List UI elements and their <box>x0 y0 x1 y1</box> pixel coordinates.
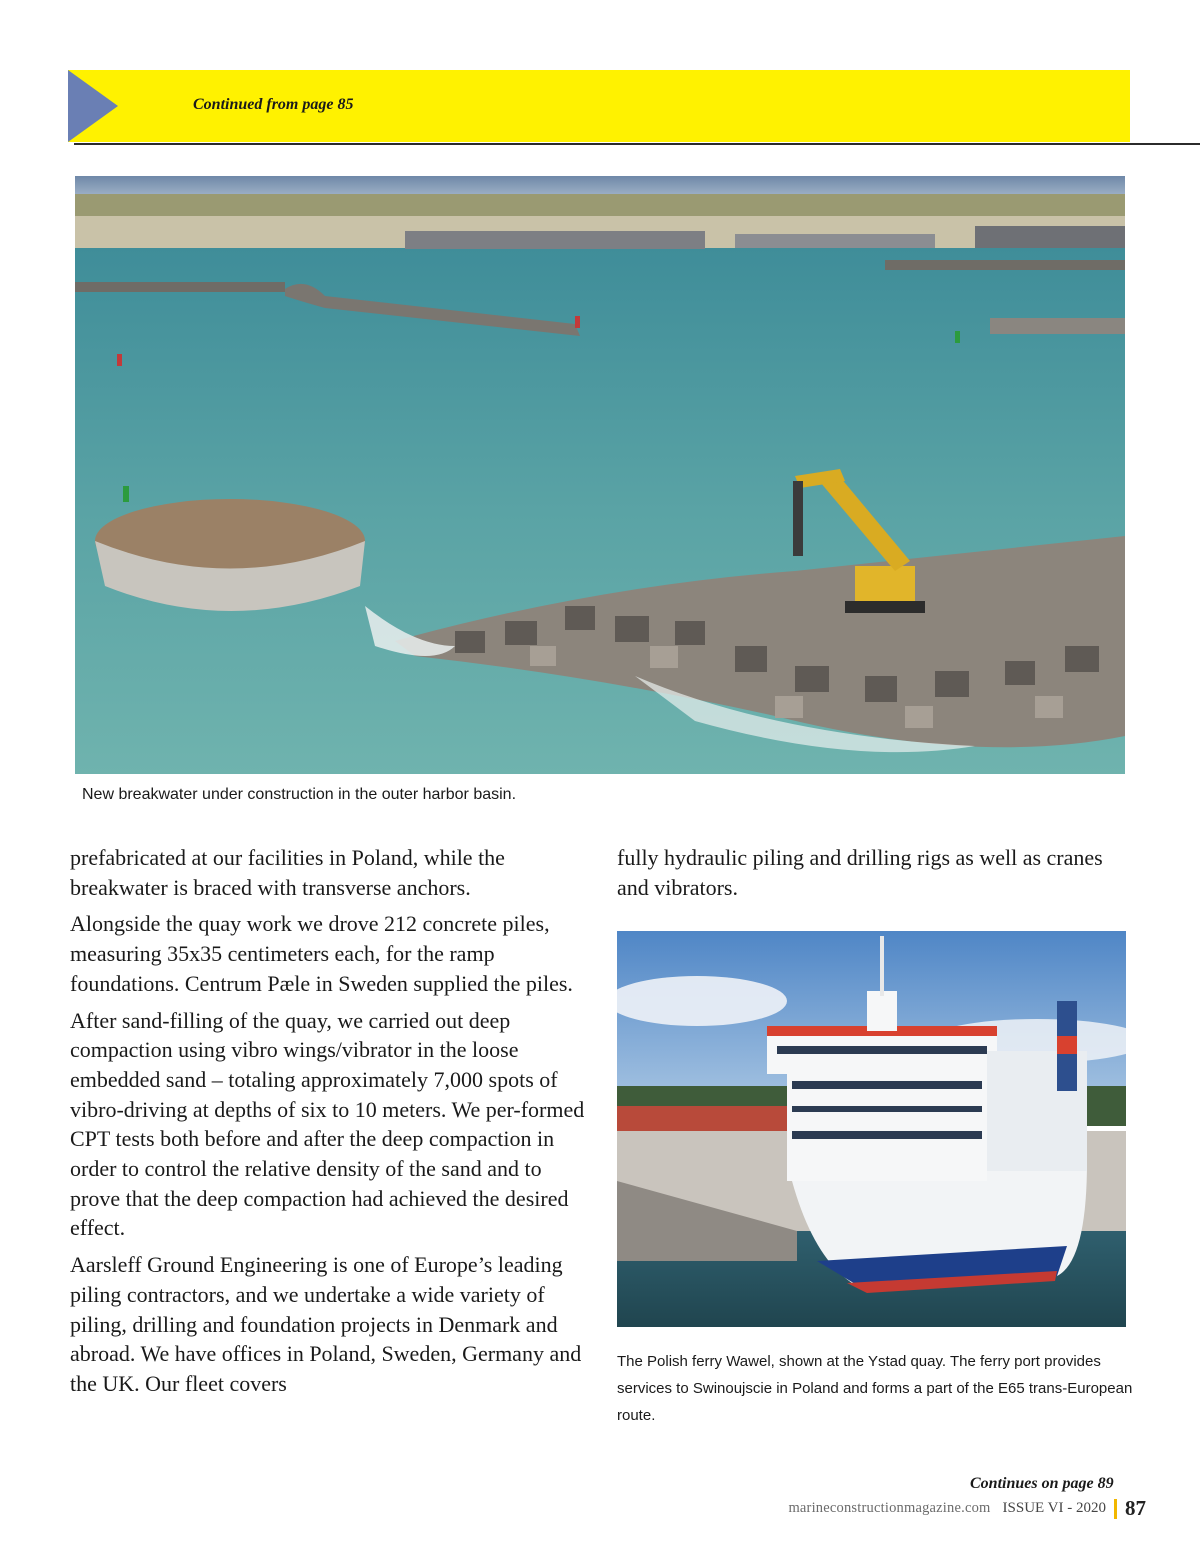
paragraph: prefabricated at our facilities in Poland, while the breakwater is braced with transverse anchors. <box>70 845 505 900</box>
ferry-photo-caption: The Polish ferry Wawel, shown at the Ystad quay. The ferry port provides services to Swinoujscie in Poland and forms a part of the E65 trans-European route. <box>617 1353 1133 1424</box>
ferry-photo <box>617 931 1126 1327</box>
main-photo-caption: New breakwater under construction in the outer harbor basin. <box>82 786 517 803</box>
page-footer <box>788 1496 1146 1521</box>
continues-on-label: Continues on page 89 <box>970 1475 1114 1492</box>
paragraph: Alongside the quay work we drove 212 concrete piles, measuring 35x35 centimeters each, for the ramp foundations. Centrum Pæle in Sweden supplied the piles. <box>70 911 573 996</box>
chevron-arrow-icon <box>68 70 118 142</box>
paragraph: Aarsleff Ground Engineering is one of Europe’s leading piling contractors, and we undertake a wide variety of piling, drilling and foundation projects in Denmark and abroad. We have offices in Poland, Sweden, Germany and the UK. Our fleet covers <box>70 1252 582 1396</box>
footer-separator <box>1114 1499 1117 1519</box>
continued-from-label: Continued from page 85 <box>193 96 354 113</box>
article-right-column <box>617 843 1137 909</box>
page-number: 87 <box>1125 1496 1146 1520</box>
paragraph: After sand-filling of the quay, we carried out deep compaction using vibro wings/vibrator in the loose embedded sand – totaling approximately 7,000 spots of vibro-driving at depths of six to 10 meters. We per-formed CPT tests both before and after the deep compaction in order to control the relative density of the sand and to prove that the deep compaction had achieved the desired effect. <box>70 1007 585 1241</box>
breakwater-photo <box>75 176 1125 774</box>
site-url: marineconstructionmagazine.com <box>788 1500 991 1516</box>
paragraph: fully hydraulic piling and drilling rigs as well as cranes and vibrators. <box>617 845 1103 900</box>
article-left-column <box>70 843 590 1406</box>
header-rule <box>74 143 1200 145</box>
issue-label: ISSUE VI - 2020 <box>1002 1500 1106 1516</box>
